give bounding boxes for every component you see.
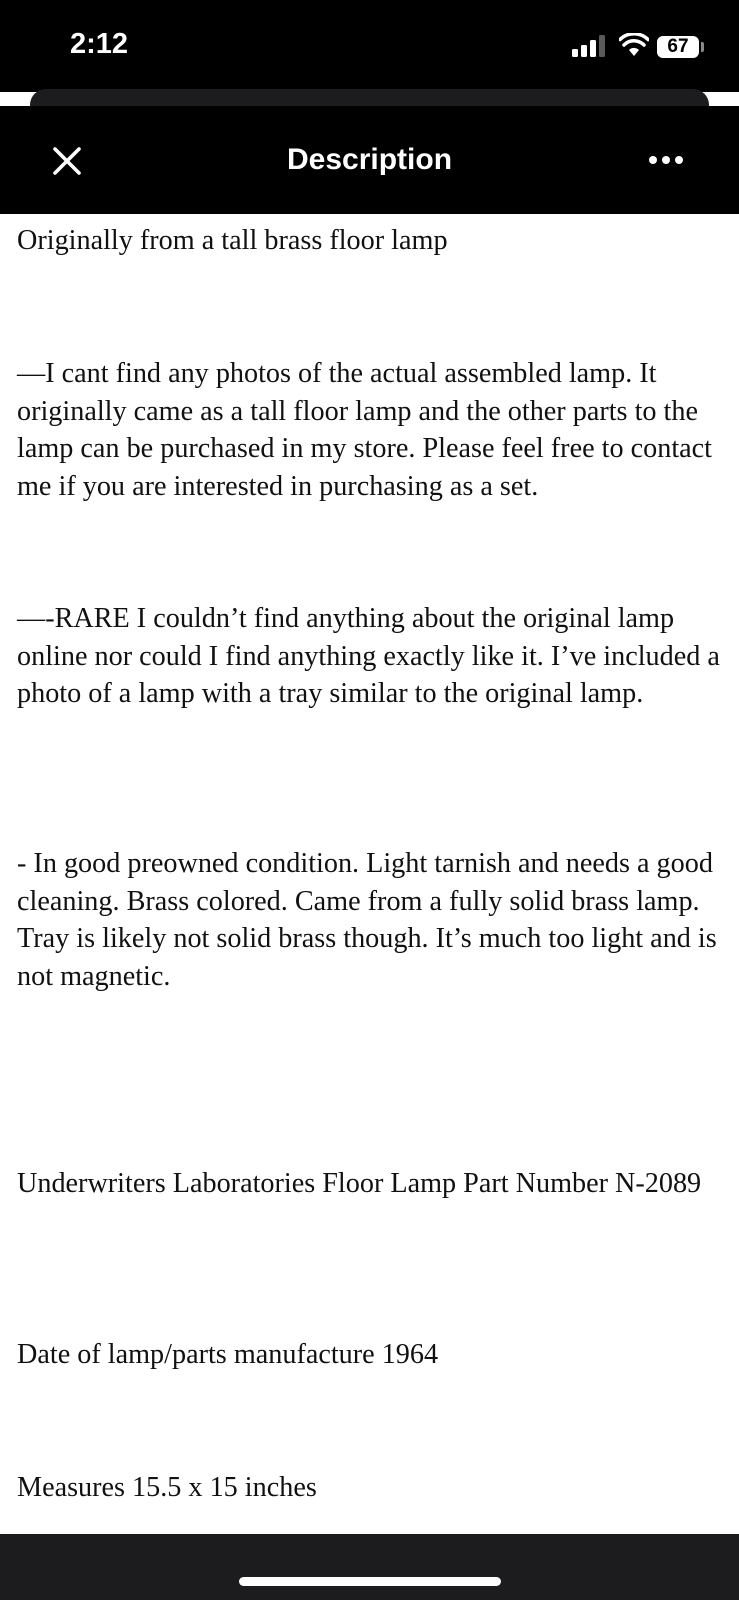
description-paragraph: Date of lamp/parts manufacture 1964 — [17, 1339, 439, 1370]
battery-icon — [657, 36, 699, 58]
description-paragraph: - In good preowned condition. Light tarnish and needs a good cleaning. Brass colored. Came from a fully solid brass lamp. Tray is likely not solid brass though. It’s much too light and is not magnetic. — [17, 848, 717, 993]
page-title: Description — [286, 143, 453, 176]
battery-level: 67 — [667, 36, 689, 57]
description-paragraph: Originally from a tall brass floor lamp — [17, 225, 448, 256]
home-indicator[interactable] — [239, 1577, 501, 1586]
description-paragraph: Measures 15.5 x 15 inches — [17, 1472, 317, 1503]
wifi-icon — [619, 33, 649, 57]
description-paragraph: —I cant find any photos of the actual assembled lamp. It originally came as a tall floor lamp and the other parts to the lamp can be purchased in my store. Please feel free to contact me if you are interested in purchasing as a set. — [17, 358, 712, 503]
status-time: 2:12 — [70, 28, 129, 60]
sheet-header — [0, 106, 739, 214]
battery-nub — [701, 42, 704, 52]
description-paragraph: Underwriters Laboratories Floor Lamp Part Number N-2089 — [17, 1168, 702, 1199]
more-horizontal-icon[interactable] — [648, 154, 684, 166]
home-indicator-area — [0, 1534, 739, 1600]
cellular-signal-icon — [572, 35, 606, 57]
status-bar — [0, 0, 739, 92]
description-paragraph: —-RARE I couldn’t find anything about the original lamp online nor could I find anything exactly like it. I’ve included a photo of a lamp with a tray similar to the original lamp. — [17, 603, 720, 710]
